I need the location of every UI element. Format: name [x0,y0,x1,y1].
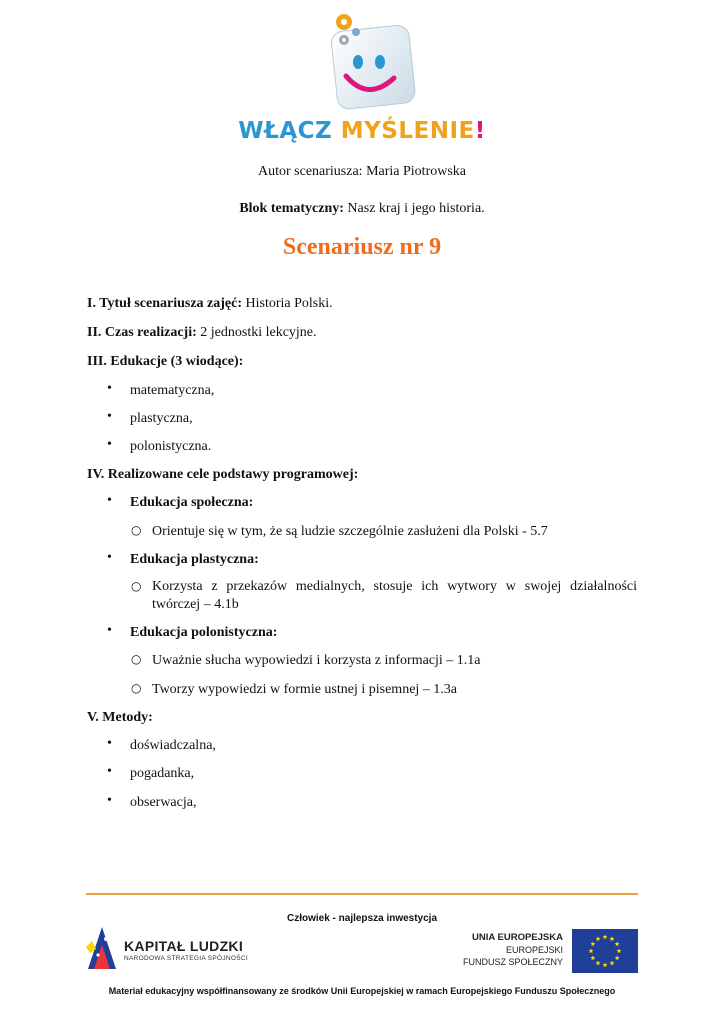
bullet-icon: • [107,381,112,396]
logo-wordmark [0,118,724,144]
section-3-label: III. Edukacje (3 wiodące): [87,354,244,369]
bullet-icon: • [107,623,112,638]
bullet-icon: • [107,409,112,424]
eu-label [463,932,563,968]
section-1-label: I. Tytuł scenariusza zajęć: [87,296,243,311]
goal-group-title: Edukacja polonistyczna: [130,625,278,640]
list-item: matematyczna, [130,383,215,398]
goal-item: Orientuje się w tym, że są ludzie szczególnie zasłużeni dla Polski - 5.7 [152,524,548,539]
eu-flag-icon [572,929,638,973]
bullet-icon: • [107,793,112,808]
bullet-icon: • [107,437,112,452]
logo-word-3: ! [474,118,486,144]
bullet-icon: • [107,764,112,779]
thematic-block [0,201,724,217]
section-2 [87,324,317,341]
kapital-ludzki-logo-icon [84,925,120,971]
eu-line-3: FUNDUSZ SPOŁECZNY [462,957,563,967]
goal-item: Uważnie słucha wypowiedzi i korzysta z informacji – 1.1a [152,653,481,668]
goal-item: Tworzy wypowiedzi w formie ustnej i pisemnej – 1.3a [152,682,458,697]
section-2-value: 2 jednostki lekcyjne. [200,325,317,340]
footer-divider [86,893,638,895]
list-item: plastyczna, [130,411,193,426]
bullet-icon: • [107,493,112,508]
thematic-block-label: Blok tematyczny: [239,201,344,216]
goal-item: Korzysta z przekazów medialnych, stosuje ich wytwory w swojej działalności twórczej – 4.1b [152,579,637,612]
section-4-label: IV. Realizowane cele podstawy programowej: [87,467,359,482]
bullet-icon: • [107,736,112,751]
list-item: doświadczalna, [130,738,216,753]
goal-group-title: Edukacja społeczna: [130,495,254,510]
author-line: Autor scenariusza: Maria Piotrowska [258,164,466,179]
section-5-label: V. Metody: [87,710,153,725]
list-item: pogadanka, [130,766,195,781]
logo-word-1: WŁĄCZ [238,118,333,144]
goal-group-title: Edukacja plastyczna: [130,552,259,567]
section-1 [87,295,333,312]
circle-bullet-icon: ○ [131,523,142,537]
section-1-value: Historia Polski. [245,296,333,311]
footer-slogan: Człowiek - najlepsza inwestycja [286,913,438,924]
thematic-block-value: Nasz kraj i jego historia. [347,201,485,216]
logo-word-2: MYŚLENIE [340,118,475,144]
page-title: Scenariusz nr 9 [282,234,442,260]
funding-note: Materiał edukacyjny współfinansowany ze środków Unii Europejskiej w ramach Europejskiego Funduszu Społecznego [108,986,616,996]
kapital-ludzki-name: KAPITAŁ LUDZKI [124,938,244,954]
circle-bullet-icon: ○ [131,652,142,666]
circle-bullet-icon: ○ [131,579,142,593]
circle-bullet-icon: ○ [131,681,142,695]
section-2-label: II. Czas realizacji: [87,325,197,340]
kapital-ludzki-subtitle: NARODOWA STRATEGIA SPÓJNOŚCI [124,955,248,962]
bullet-icon: • [107,550,112,565]
eu-line-1: UNIA EUROPEJSKA [472,932,563,943]
list-item: polonistyczna. [130,439,212,454]
logo-smiley-icon [320,10,420,110]
eu-line-2: EUROPEJSKI [505,945,563,955]
list-item: obserwacja, [130,795,197,810]
